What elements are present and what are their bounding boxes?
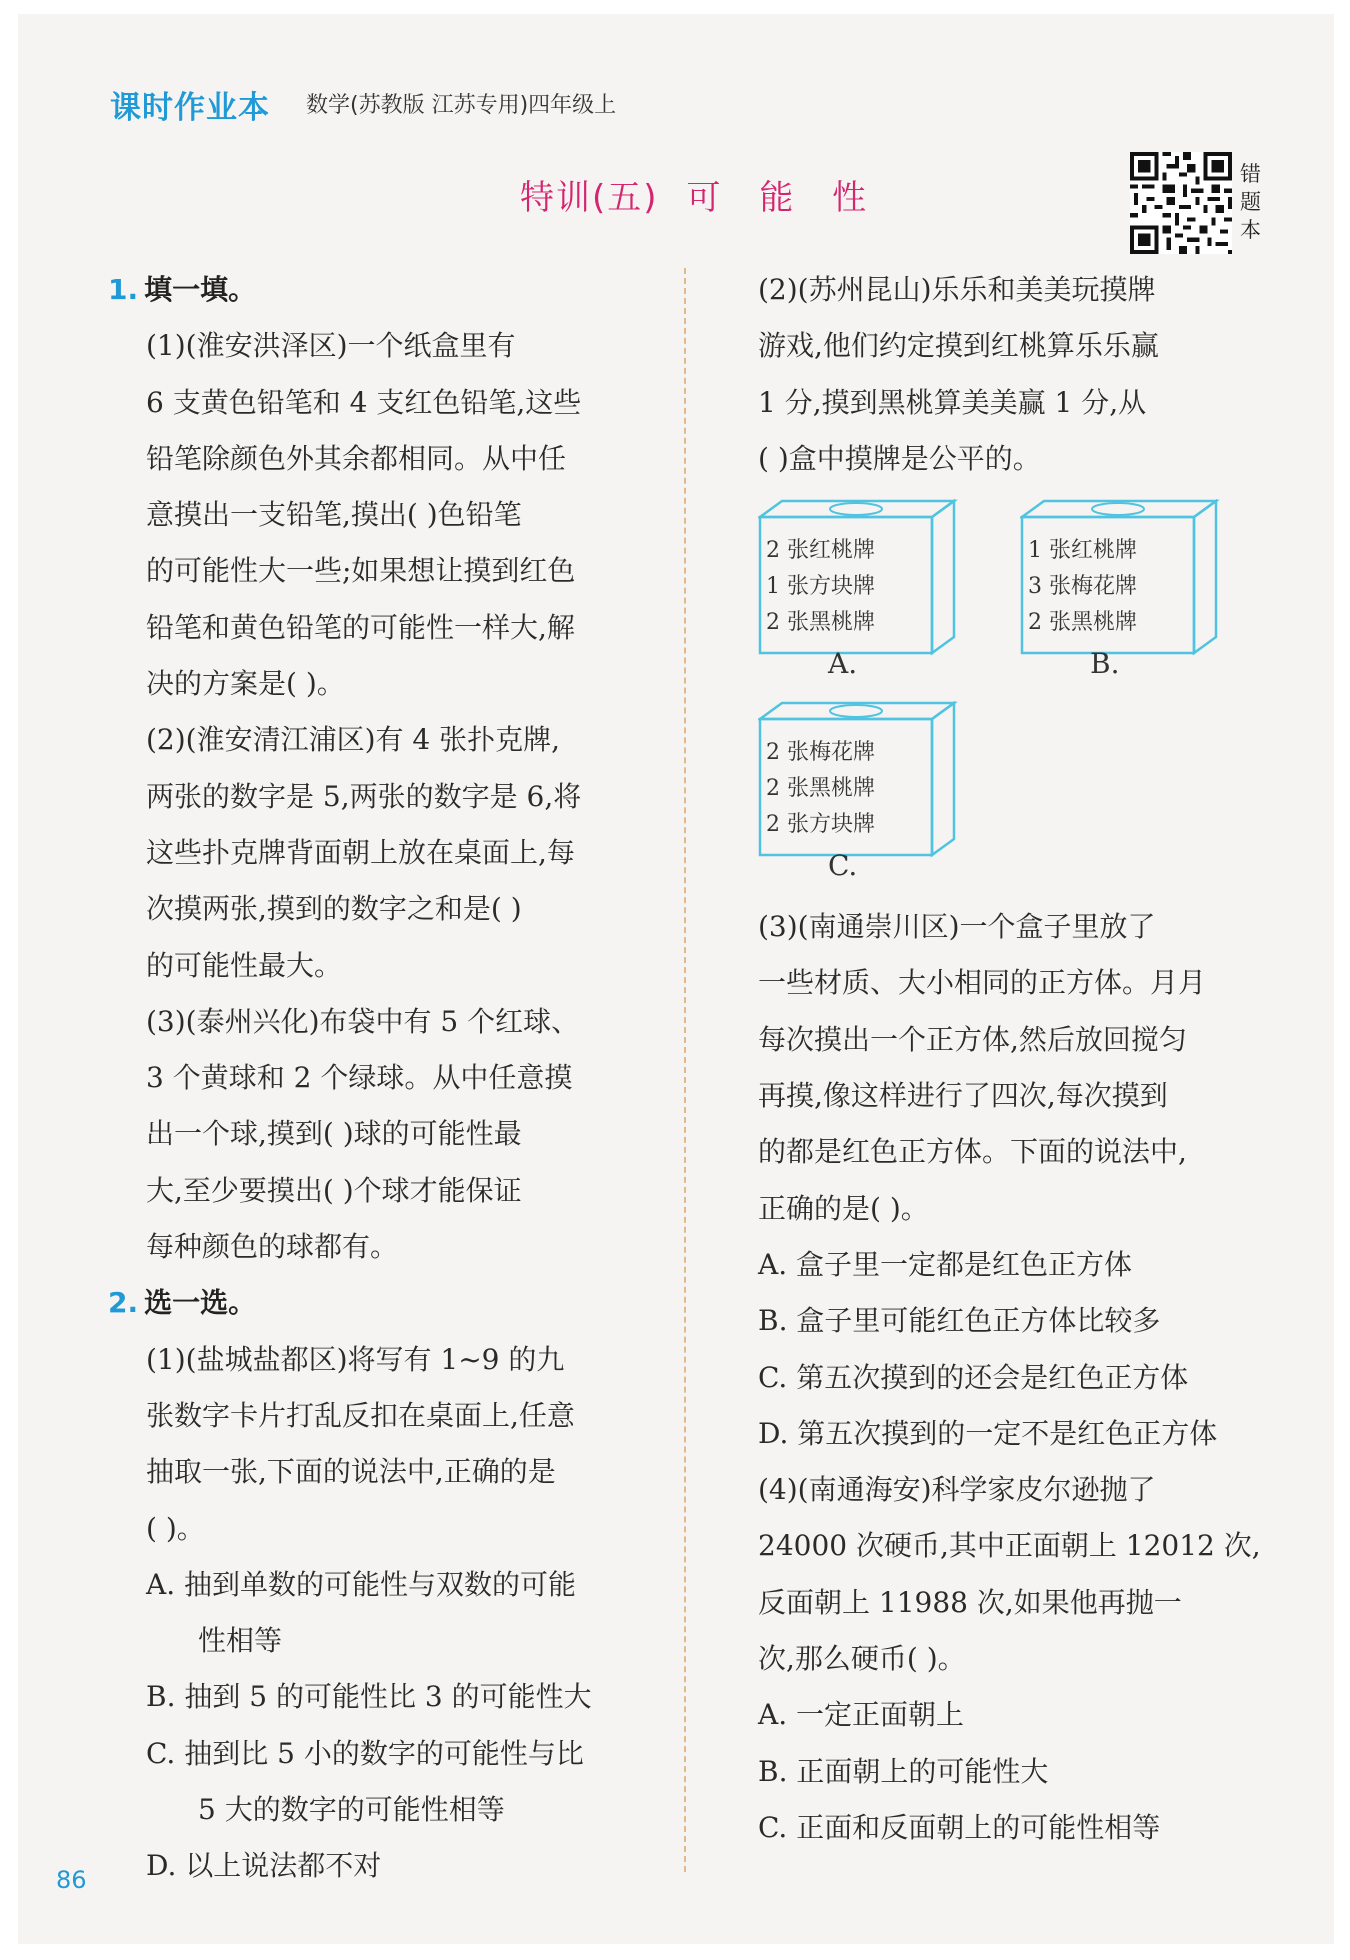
column-divider [684,268,686,1872]
option-c: C. 正面和反面朝上的可能性相等 [758,1810,1161,1844]
text-line: 铅笔除颜色外其余都相同。从中任 [146,441,567,475]
error-book-label: 错题本 [1240,162,1261,242]
text-line: (1)(盐城盐都区)将写有 1~9 的九 [146,1342,565,1376]
text-line: 一些材质、大小相同的正方体。月月 [758,966,1207,1000]
text-line: 意摸出一支铅笔,摸出( )色铅笔 [146,498,522,532]
title-topic: 可 能 性 [686,178,881,218]
box-label: B. [1090,647,1120,681]
section-1-number: 1. [108,273,139,306]
text-line: 出一个球,摸到( )球的可能性最 [146,1117,522,1151]
option-c-continued: 5 大的数字的可能性相等 [198,1793,505,1827]
option-a: A. 抽到单数的可能性与双数的可能 [146,1567,577,1601]
text-line: 每种颜色的球都有。 [146,1230,399,1264]
option-d: D. 以上说法都不对 [146,1849,382,1883]
left-column [108,262,653,1895]
card-box-b [1020,499,1230,694]
text-line: 两张的数字是 5,两张的数字是 6,将 [146,779,582,813]
text-line: 铅笔和黄色铅笔的可能性一样大,解 [146,610,575,644]
option-a: A. 盒子里一定都是红色正方体 [758,1247,1133,1281]
text-line: ( )。 [146,1511,205,1545]
section-2-number: 2. [108,1286,139,1320]
option-b: B. 盒子里可能红色正方体比较多 [758,1304,1161,1338]
text-line: 的都是红色正方体。下面的说法中, [758,1135,1187,1169]
option-a-continued: 性相等 [198,1624,283,1658]
box-item: 2 张黑桃牌 [1028,610,1137,636]
option-b: B. 正面朝上的可能性大 [758,1754,1049,1788]
text-line: 张数字卡片打乱反扣在桌面上,任意 [146,1398,575,1432]
card-box-a [758,499,968,694]
option-b: B. 抽到 5 的可能性比 3 的可能性大 [146,1680,592,1714]
section-2-heading [108,1275,653,1331]
book-title: 课时作业本 [110,90,270,126]
text-line: 大,至少要摸出( )个球才能保证 [146,1173,522,1207]
text-line: 再摸,像这样进行了四次,每次摸到 [758,1079,1168,1113]
box-item: 2 张方块牌 [766,812,875,838]
text-line: (2)(苏州昆山)乐乐和美美玩摸牌 [758,273,1156,306]
text-line: 的可能性最大。 [146,948,343,982]
text-line: 次,那么硬币( )。 [758,1642,966,1676]
card-boxes [758,499,1266,899]
option-a: A. 一定正面朝上 [758,1698,965,1732]
section-1-heading [108,262,653,318]
text-line: 次摸两张,摸到的数字之和是( ) [146,892,522,926]
text-line: (3)(南通崇川区)一个盒子里放了 [758,910,1156,944]
text-line: (2)(淮安清江浦区)有 4 张扑克牌, [146,723,561,757]
qr-code-icon[interactable] [1130,152,1232,254]
book-subtitle: 数学(苏教版 江苏专用)四年级上 [306,93,617,118]
text-line: (4)(南通海安)科学家皮尔逊抛了 [758,1473,1156,1507]
box-item: 2 张梅花牌 [766,740,875,766]
box-item: 1 张方块牌 [766,574,875,600]
text-line: 抽取一张,下面的说法中,正确的是 [146,1455,556,1489]
box-label: A. [828,647,858,681]
text-line: 反面朝上 11988 次,如果他再抛一 [758,1585,1182,1619]
box-item: 2 张黑桃牌 [766,776,875,802]
page-title [520,170,880,219]
box-item: 2 张黑桃牌 [766,610,875,636]
text-line: 这些扑克牌背面朝上放在桌面上,每 [146,835,575,869]
card-box-c [758,701,968,896]
text-line: ( )盒中摸牌是公平的。 [758,441,1041,475]
text-line: (3)(泰州兴化)布袋中有 5 个红球、 [146,1004,580,1038]
page-number: 86 [56,1866,87,1894]
section-2-title: 选一选。 [144,1286,257,1320]
box-item: 3 张梅花牌 [1028,574,1137,600]
text-line: 每次摸出一个正方体,然后放回搅匀 [758,1022,1187,1056]
option-c: C. 抽到比 5 小的数字的可能性与比 [146,1736,584,1770]
option-d: D. 第五次摸到的一定不是红色正方体 [758,1416,1218,1450]
text-line: 6 支黄色铅笔和 4 支红色铅笔,这些 [146,385,582,419]
text-line: 1 分,摸到黑桃算美美赢 1 分,从 [758,385,1147,419]
text-line: 24000 次硬币,其中正面朝上 12012 次, [758,1529,1261,1563]
option-c: C. 第五次摸到的还会是红色正方体 [758,1360,1189,1394]
text-line: 游戏,他们约定摸到红桃算乐乐赢 [758,329,1159,363]
text-line: 的可能性大一些;如果想让摸到红色 [146,554,576,588]
text-line: 决的方案是( )。 [146,667,345,701]
title-prefix: 特训(五) [520,178,659,218]
box-item: 1 张红桃牌 [1028,538,1137,564]
box-label: C. [828,849,858,883]
right-column [758,262,1266,1856]
text-line: 3 个黄球和 2 个绿球。从中任意摸 [146,1061,573,1095]
section-1-title: 填一填。 [144,273,257,306]
box-item: 2 张红桃牌 [766,538,875,564]
text-line: 正确的是( )。 [758,1191,929,1225]
text-line: (1)(淮安洪泽区)一个纸盒里有 [146,329,516,363]
